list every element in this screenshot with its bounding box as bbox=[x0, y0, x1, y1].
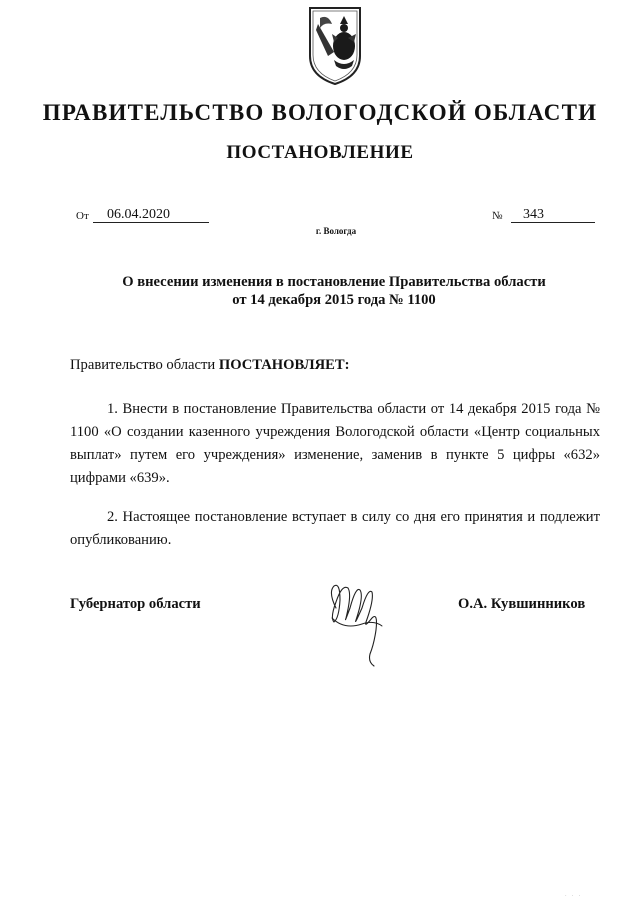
signer-title: Губернатор области bbox=[70, 596, 201, 612]
signer-name: О.А. Кувшинников bbox=[458, 596, 586, 612]
document-date: 06.04.2020 bbox=[93, 207, 209, 223]
city-label: г. Вологда bbox=[315, 226, 357, 236]
paragraph-2: 2. Настоящее постановление вступает в силу со дня его принятия и подлежит опубликованию. bbox=[70, 509, 600, 548]
organization-title: ПРАВИТЕЛЬСТВО ВОЛОГОДСКОЙ ОБЛАСТИ bbox=[42, 100, 598, 125]
preamble bbox=[70, 357, 349, 374]
page-footer-mark: · · · bbox=[565, 894, 583, 899]
subject-line-1: О внесении изменения в постановление Правительства области bbox=[122, 274, 546, 290]
number-prefix: № bbox=[492, 210, 503, 222]
preamble-decree: ПОСТАНОВЛЯЕТ: bbox=[218, 357, 350, 373]
paragraph-1: 1. Внести в постановление Правительства области от 14 декабря 2015 года № 1100 «О создании казенного учреждения Вологодской области «Центр социальных выплат» путем его учреждения» изменение, заменив в пункте 5 цифры «632» цифрами «639». bbox=[70, 401, 600, 486]
document-subject bbox=[0, 273, 640, 309]
date-prefix: От bbox=[76, 210, 89, 222]
document-number: 343 bbox=[511, 207, 595, 223]
document-type: ПОСТАНОВЛЕНИЕ bbox=[226, 142, 414, 163]
handwritten-signature-icon bbox=[322, 578, 392, 670]
vologda-coat-of-arms-icon bbox=[304, 4, 366, 86]
subject-line-2: от 14 декабря 2015 года № 1100 bbox=[232, 292, 436, 308]
preamble-text: Правительство области bbox=[70, 357, 219, 373]
